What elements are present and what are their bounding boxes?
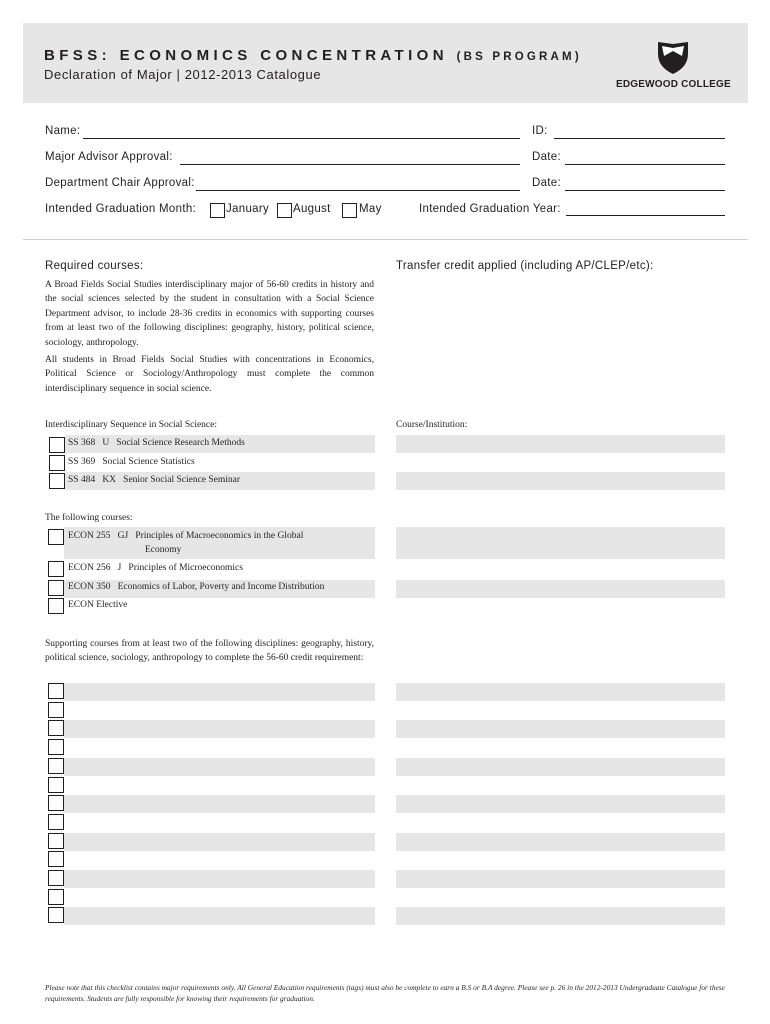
may-checkbox[interactable] <box>342 203 357 218</box>
transfer-field[interactable] <box>396 795 725 813</box>
supporting-course-checkbox[interactable] <box>48 870 64 886</box>
supporting-course-field[interactable] <box>64 683 375 701</box>
transfer-field[interactable] <box>396 758 725 776</box>
transfer-credit-heading: Transfer credit applied (including AP/CLEP/etc): <box>396 260 654 272</box>
supporting-course-checkbox[interactable] <box>48 683 64 699</box>
chair-date-label: Date: <box>532 177 561 189</box>
course-institution-label: Course/Institution: <box>396 420 468 430</box>
supporting-course-checkbox[interactable] <box>48 758 64 774</box>
transfer-field[interactable] <box>396 720 725 738</box>
supporting-course-field[interactable] <box>64 907 375 925</box>
course-checkbox-econ350[interactable] <box>48 580 64 596</box>
shield-icon <box>655 40 691 76</box>
page-subtitle: Declaration of Major | 2012-2013 Catalogue <box>44 67 322 82</box>
supporting-course-field[interactable] <box>64 720 375 738</box>
supporting-courses-text: Supporting courses from at least two of the following disciplines: geography, history, political science, sociology, anthropology to complete the 56-60 credit requirement: <box>45 639 374 664</box>
college-name: EDGEWOOD COLLEGE <box>616 79 731 90</box>
chair-approval-field[interactable] <box>196 190 520 191</box>
course-checkbox-econ-elective[interactable] <box>48 598 64 614</box>
transfer-field[interactable] <box>396 435 725 453</box>
course-checkbox-econ256[interactable] <box>48 561 64 577</box>
grad-month-label: Intended Graduation Month: <box>45 203 197 215</box>
supporting-course-checkbox[interactable] <box>48 739 64 755</box>
course-econ256: ECON 256 J Principles of Microeconomics <box>68 563 243 573</box>
may-label: May <box>359 203 382 215</box>
transfer-field[interactable] <box>396 907 725 925</box>
supporting-course-checkbox[interactable] <box>48 720 64 736</box>
interdisciplinary-heading: Interdisciplinary Sequence in Social Science: <box>45 420 217 430</box>
transfer-field[interactable] <box>396 683 725 701</box>
advisor-approval-label: Major Advisor Approval: <box>45 151 173 163</box>
supporting-course-checkbox[interactable] <box>48 907 64 923</box>
course-ss368: SS 368 U Social Science Research Methods <box>68 438 245 448</box>
header-band <box>23 23 748 103</box>
following-courses-heading: The following courses: <box>45 513 133 523</box>
supporting-course-field[interactable] <box>64 795 375 813</box>
course-econ-elective: ECON Elective <box>68 600 128 610</box>
august-label: August <box>293 203 331 215</box>
supporting-course-checkbox[interactable] <box>48 851 64 867</box>
id-label: ID: <box>532 125 548 137</box>
supporting-course-checkbox[interactable] <box>48 833 64 849</box>
supporting-course-field[interactable] <box>64 833 375 851</box>
transfer-field[interactable] <box>396 833 725 851</box>
course-econ350: ECON 350 Economics of Labor, Poverty and Income Distribution <box>68 582 325 592</box>
course-ss369: SS 369 Social Science Statistics <box>68 457 195 467</box>
advisor-date-label: Date: <box>532 151 561 163</box>
title-program: (BS PROGRAM) <box>456 51 582 63</box>
advisor-approval-field[interactable] <box>180 164 520 165</box>
course-checkbox-econ255[interactable] <box>48 529 64 545</box>
january-label: January <box>226 203 270 215</box>
transfer-field[interactable] <box>396 527 725 559</box>
supporting-course-field[interactable] <box>64 870 375 888</box>
august-checkbox[interactable] <box>277 203 292 218</box>
course-econ255-cont: Economy <box>145 545 182 555</box>
supporting-course-field[interactable] <box>64 758 375 776</box>
id-field[interactable] <box>554 138 725 139</box>
supporting-course-checkbox[interactable] <box>48 814 64 830</box>
course-checkbox-ss484[interactable] <box>49 473 65 489</box>
supporting-course-checkbox[interactable] <box>48 702 64 718</box>
january-checkbox[interactable] <box>210 203 225 218</box>
chair-approval-label: Department Chair Approval: <box>45 177 195 189</box>
grad-year-label: Intended Graduation Year: <box>419 203 561 215</box>
name-field[interactable] <box>83 138 520 139</box>
supporting-course-checkbox[interactable] <box>48 777 64 793</box>
page-title <box>44 47 582 64</box>
sequence-description: All students in Broad Fields Social Studies with concentrations in Economics, Political Science or Sociology/Anthropology must complete the common interdisciplinary sequence in social science. <box>45 355 374 394</box>
course-checkbox-ss368[interactable] <box>49 437 65 453</box>
transfer-field[interactable] <box>396 870 725 888</box>
major-description: A Broad Fields Social Studies interdisciplinary major of 56-60 credits in history and the social sciences selected by the student in consultation with a Social Science Department advisor, to include 28-36 credits in economics with supporting courses from at least two of the following disciplines: geography, history, political science, sociology, anthropology. <box>45 280 374 348</box>
grad-year-field[interactable] <box>566 215 725 216</box>
course-checkbox-ss369[interactable] <box>49 455 65 471</box>
transfer-field[interactable] <box>396 580 725 598</box>
footnote: Please note that this checklist contains major requirements only. All General Education requirements (tags) must also be complete to earn a B.S or B.A degree. Please see p. 26 in the 2012-2013 Undergraduate Catalogue for these requirements. Students are fully responsible for knowing their requirements for graduation. <box>45 983 725 1003</box>
chair-date-field[interactable] <box>565 190 725 191</box>
name-label: Name: <box>45 125 81 137</box>
advisor-date-field[interactable] <box>565 164 725 165</box>
supporting-course-checkbox[interactable] <box>48 795 64 811</box>
title-main: BFSS: ECONOMICS CONCENTRATION <box>44 47 448 64</box>
required-courses-heading: Required courses: <box>45 260 144 272</box>
supporting-course-checkbox[interactable] <box>48 889 64 905</box>
college-logo <box>616 40 730 94</box>
course-econ255: ECON 255 GJ Principles of Macroeconomics in the Global <box>68 531 304 541</box>
course-ss484: SS 484 KX Senior Social Science Seminar <box>68 475 241 485</box>
transfer-field[interactable] <box>396 472 725 490</box>
section-divider <box>23 239 748 240</box>
